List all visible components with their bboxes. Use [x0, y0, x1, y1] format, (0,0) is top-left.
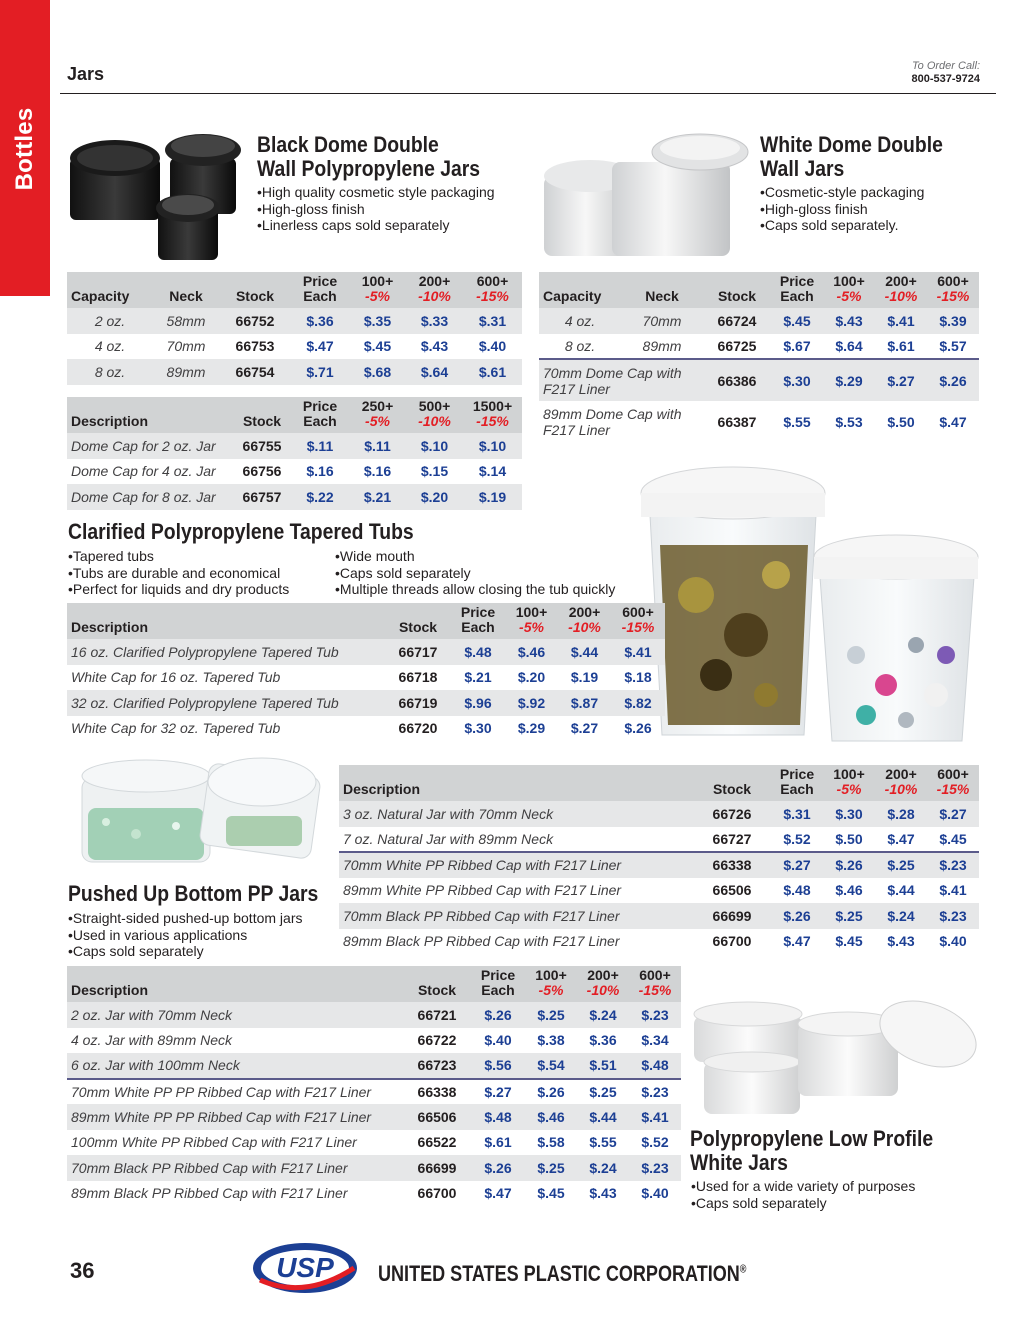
- black-dome-cap-table: [67, 397, 522, 510]
- col-price: Price Each: [291, 397, 349, 433]
- pushed-up-jars-photo: [76, 752, 326, 870]
- table-row: Dome Cap for 2 oz. Jar 66755 $.11 $.11 $.10 $.10: [67, 433, 522, 459]
- table-row: 70mm Black PP Ribbed Cap with F217 Liner 66699 $.26 $.25 $.24 $.23: [67, 1155, 681, 1181]
- table-row: 16 oz. Clarified Polypropylene Tapered Tub 66717 $.48 $.46 $.44 $.41: [67, 639, 665, 665]
- bullet: • Caps sold separately: [335, 565, 615, 582]
- bullet: • Linerless caps sold separately: [257, 217, 495, 234]
- col-q3: 600+ -15%: [463, 272, 522, 308]
- col-q2: 200+ -10%: [875, 272, 927, 308]
- col-q2: 200+ -10%: [558, 603, 611, 639]
- table-row: 70mm Black PP Ribbed Cap with F217 Liner 66699 $.26 $.25 $.24 $.23: [339, 903, 979, 929]
- logo-text: USP: [276, 1252, 334, 1283]
- bullet: • Used in various applications: [68, 927, 302, 944]
- header-rule: [60, 93, 996, 94]
- col-stock: Stock: [693, 765, 771, 801]
- table-row: 6 oz. Jar with 100mm Neck 66723 $.56 $.54 $.51 $.48: [67, 1053, 681, 1079]
- col-description: Description: [67, 397, 233, 433]
- col-stock: Stock: [385, 603, 451, 639]
- table-row: 89mm Black PP Ribbed Cap with F217 Liner 66700 $.47 $.45 $.43 $.40: [71, 1185, 669, 1202]
- tapered-bullets-right: [335, 548, 615, 598]
- black-dome-bullets: [257, 184, 495, 234]
- col-description: Description: [339, 765, 693, 801]
- bullet: • Tubs are durable and economical: [68, 565, 289, 582]
- natural-jars-table: [339, 765, 979, 954]
- col-description: Description: [67, 603, 385, 639]
- bullet: • Cosmetic-style packaging: [760, 184, 924, 201]
- table-row: White Cap for 32 oz. Tapered Tub 66720 $.30 $.29 $.27 $.26: [71, 720, 652, 737]
- tapered-bullets-left: [68, 548, 289, 598]
- table-row: 89mm Black PP Ribbed Cap with F217 Liner 66700 $.47 $.45 $.43 $.40: [343, 933, 967, 950]
- table-row: 8 oz. 89mm 66725 $.67 $.64 $.61 $.57: [564, 337, 967, 354]
- section-heading: Jars: [67, 64, 105, 84]
- table-row: 70mm White PP Ribbed Cap with F217 Liner 66338 $.27 $.26 $.25 $.23: [339, 852, 979, 878]
- col-q1: 100+ -5%: [349, 272, 406, 308]
- white-dome-jars-photo: [540, 130, 752, 268]
- col-q3: 600+ -15%: [927, 765, 979, 801]
- side-tab: [0, 0, 50, 296]
- col-stock: Stock: [703, 272, 771, 308]
- table-row: 4 oz. 70mm 66724 $.45 $.43 $.41 $.39: [539, 308, 979, 334]
- bullet: • Used for a wide variety of purposes: [691, 1178, 915, 1195]
- col-neck: Neck: [153, 272, 219, 308]
- bullet: • Caps sold separately: [68, 943, 302, 960]
- col-q3: 600+ -15%: [927, 272, 979, 308]
- bullet: • High-gloss finish: [257, 201, 495, 218]
- low-profile-bullets: [691, 1178, 915, 1211]
- col-price: Price Each: [451, 603, 505, 639]
- page-number: 36: [70, 1258, 95, 1283]
- bullet: • Perfect for liquids and dry products: [68, 581, 289, 598]
- usp-logo: [250, 1240, 360, 1296]
- pushed-up-title: Pushed Up Bottom PP Jars: [68, 881, 319, 906]
- pushed-up-bullets: [68, 910, 302, 960]
- col-price: Price Each: [471, 966, 525, 1002]
- table-row: 7 oz. Natural Jar with 89mm Neck 66727 $.52 $.50 $.47 $.45: [343, 830, 967, 847]
- bullet: • Wide mouth: [335, 548, 615, 565]
- col-capacity: Capacity: [539, 272, 621, 308]
- col-capacity: Capacity: [67, 272, 153, 308]
- col-q2: 500+ -10%: [406, 397, 463, 433]
- black-dome-jars-photo: [62, 128, 250, 268]
- col-q2: 200+ -10%: [406, 272, 463, 308]
- side-tab-label: Bottles: [11, 107, 38, 191]
- col-price: Price Each: [771, 272, 823, 308]
- black-dome-jar-table: [67, 272, 522, 385]
- col-q1: 100+ -5%: [823, 272, 875, 308]
- col-q1: 100+ -5%: [525, 966, 577, 1002]
- low-profile-jars-photo: [690, 990, 980, 1118]
- col-stock: Stock: [233, 397, 291, 433]
- white-dome-title: White Dome Double Wall Jars: [760, 132, 943, 181]
- bullet: • Straight-sided pushed-up bottom jars: [68, 910, 302, 927]
- table-row: 32 oz. Clarified Polypropylene Tapered Tub 66719 $.96 $.92 $.87 $.82: [67, 690, 665, 716]
- col-q3: 600+ -15%: [629, 966, 681, 1002]
- bullet: • Caps sold separately: [691, 1195, 915, 1212]
- col-description: Description: [67, 966, 403, 1002]
- col-neck: Neck: [621, 272, 703, 308]
- order-label: To Order Call:: [911, 60, 980, 72]
- white-dome-bullets: [760, 184, 924, 234]
- order-info: [911, 60, 980, 86]
- table-row: 4 oz. Jar with 89mm Neck 66722 $.40 $.38 $.36 $.34: [71, 1032, 669, 1049]
- tapered-title: Clarified Polypropylene Tapered Tubs: [68, 519, 414, 544]
- bullet: • High-gloss finish: [760, 201, 924, 218]
- col-q3: 600+ -15%: [611, 603, 665, 639]
- table-row: 70mm Dome Cap with F217 Liner 66386 $.30 $.29 $.27 $.26: [539, 359, 979, 401]
- table-row: 89mm Dome Cap with F217 Liner 66387 $.55 $.53 $.50 $.47: [543, 406, 967, 438]
- table-row: 8 oz. 89mm 66754 $.71 $.68 $.64 $.61: [67, 359, 522, 385]
- low-profile-table: [67, 966, 681, 1206]
- company-name: UNITED STATES PLASTIC CORPORATION®: [378, 1261, 747, 1286]
- col-stock: Stock: [219, 272, 291, 308]
- col-q3: 1500+ -15%: [463, 397, 522, 433]
- black-dome-title: Black Dome Double Wall Polypropylene Jars: [257, 132, 481, 181]
- white-dome-table: [539, 272, 979, 443]
- table-row: 2 oz. 58mm 66752 $.36 $.35 $.33 $.31: [67, 308, 522, 334]
- bullet: • Tapered tubs: [68, 548, 289, 565]
- col-stock: Stock: [403, 966, 471, 1002]
- col-q1: 100+ -5%: [823, 765, 875, 801]
- col-q2: 200+ -10%: [577, 966, 629, 1002]
- col-price: Price Each: [291, 272, 349, 308]
- table-row: 3 oz. Natural Jar with 70mm Neck 66726 $.31 $.30 $.28 $.27: [339, 801, 979, 827]
- bullet: • Multiple threads allow closing the tub quickly: [335, 581, 615, 598]
- table-row: 89mm White PP PP Ribbed Cap with F217 Liner 66506 $.48 $.46 $.44 $.41: [67, 1104, 681, 1130]
- tapered-tubs-photo: [636, 455, 986, 755]
- table-row: Dome Cap for 8 oz. Jar 66757 $.22 $.21 $.20 $.19: [67, 484, 522, 510]
- order-phone: 800-537-9724: [911, 73, 980, 85]
- table-row: 89mm White PP Ribbed Cap with F217 Liner 66506 $.48 $.46 $.44 $.41: [343, 882, 967, 899]
- col-q1: 100+ -5%: [505, 603, 558, 639]
- table-row: White Cap for 16 oz. Tapered Tub 66718 $.21 $.20 $.19 $.18: [71, 669, 652, 686]
- table-row: 70mm White PP PP Ribbed Cap with F217 Liner 66338 $.27 $.26 $.25 $.23: [67, 1079, 681, 1105]
- bullet: • High quality cosmetic style packaging: [257, 184, 495, 201]
- col-price: Price Each: [771, 765, 823, 801]
- tapered-table: [67, 603, 665, 741]
- table-row: 100mm White PP Ribbed Cap with F217 Liner 66522 $.61 $.58 $.55 $.52: [71, 1134, 669, 1151]
- low-profile-title: Polypropylene Low Profile White Jars: [690, 1126, 934, 1175]
- col-q1: 250+ -5%: [349, 397, 406, 433]
- table-row: 4 oz. 70mm 66753 $.47 $.45 $.43 $.40: [94, 338, 507, 355]
- col-q2: 200+ -10%: [875, 765, 927, 801]
- table-row: 2 oz. Jar with 70mm Neck 66721 $.26 $.25 $.24 $.23: [67, 1002, 681, 1028]
- bullet: • Caps sold separately.: [760, 217, 924, 234]
- table-row: Dome Cap for 4 oz. Jar 66756 $.16 $.16 $.15 $.14: [71, 463, 507, 480]
